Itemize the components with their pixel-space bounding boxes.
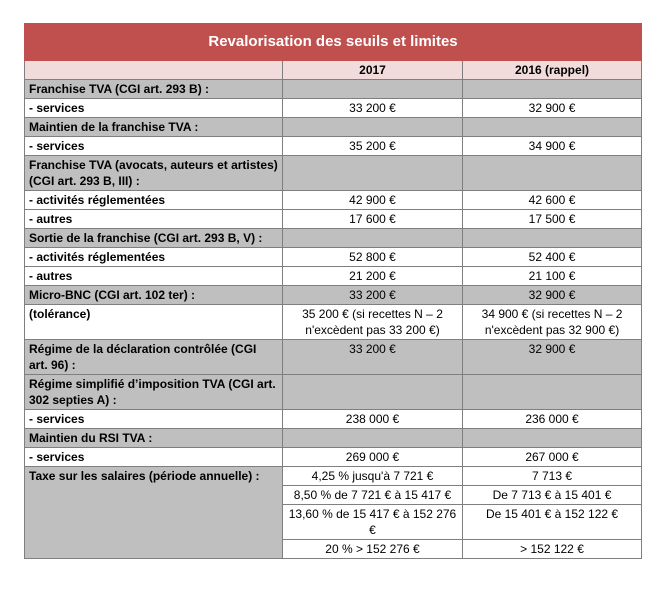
header-cell-label [25, 61, 283, 80]
value-2016: 52 400 € [463, 248, 642, 267]
salary-tax-bracket-2016: 7 713 € [463, 467, 642, 486]
row-label: Régime simplifié d’imposition TVA (CGI art. 302 septies A) : [25, 375, 283, 410]
salary-tax-bracket-2016: De 7 713 € à 15 401 € [463, 486, 642, 505]
value-2017 [283, 156, 463, 191]
value-2016: 42 600 € [463, 191, 642, 210]
table-body [25, 24, 642, 559]
value-2017 [283, 429, 463, 448]
row-label: Franchise TVA (CGI art. 293 B) : [25, 80, 283, 99]
table-row [25, 375, 642, 410]
row-label: - activités réglementées [25, 248, 283, 267]
table-row [25, 429, 642, 448]
row-label: Maintien du RSI TVA : [25, 429, 283, 448]
value-2016 [463, 375, 642, 410]
table-row [25, 340, 642, 375]
table-row [25, 99, 642, 118]
header-cell-2017: 2017 [283, 61, 463, 80]
salary-tax-bracket-2017: 4,25 % jusqu'à 7 721 € [283, 467, 463, 486]
value-2016 [463, 118, 642, 137]
salary-tax-bracket-2017: 8,50 % de 7 721 € à 15 417 € [283, 486, 463, 505]
title-row [25, 24, 642, 61]
row-label: Micro-BNC (CGI art. 102 ter) : [25, 286, 283, 305]
row-label: - autres [25, 267, 283, 286]
thresholds-table-container [24, 23, 641, 559]
table-row [25, 305, 642, 340]
salary-tax-label: Taxe sur les salaires (période annuelle) : [25, 467, 283, 559]
value-2016 [463, 429, 642, 448]
table-row [25, 137, 642, 156]
value-2017 [283, 375, 463, 410]
value-2016: 236 000 € [463, 410, 642, 429]
salary-tax-bracket-2016: > 152 122 € [463, 540, 642, 559]
value-2017: 21 200 € [283, 267, 463, 286]
value-2017: 33 200 € [283, 286, 463, 305]
value-2017: 42 900 € [283, 191, 463, 210]
value-2017: 33 200 € [283, 340, 463, 375]
table-row [25, 80, 642, 99]
value-2016: 34 900 € [463, 137, 642, 156]
value-2017: 17 600 € [283, 210, 463, 229]
value-2016 [463, 80, 642, 99]
table-row [25, 118, 642, 137]
value-2017 [283, 229, 463, 248]
value-2017 [283, 80, 463, 99]
row-label: - services [25, 99, 283, 118]
row-label: Régime de la déclaration contrôlée (CGI art. 96) : [25, 340, 283, 375]
row-label: - services [25, 410, 283, 429]
table-row [25, 410, 642, 429]
value-2016: 32 900 € [463, 99, 642, 118]
value-2017: 269 000 € [283, 448, 463, 467]
table-row [25, 191, 642, 210]
value-2017: 35 200 € (si recettes N – 2 n'excèdent pas 33 200 €) [283, 305, 463, 340]
table-row [25, 248, 642, 267]
table-row [25, 286, 642, 305]
value-2016 [463, 156, 642, 191]
salary-tax-row [25, 467, 642, 486]
value-2017: 33 200 € [283, 99, 463, 118]
header-cell-2016: 2016 (rappel) [463, 61, 642, 80]
row-label: (tolérance) [25, 305, 283, 340]
thresholds-table [24, 23, 642, 559]
header-row [25, 61, 642, 80]
value-2016: 21 100 € [463, 267, 642, 286]
row-label: Franchise TVA (avocats, auteurs et artistes) (CGI art. 293 B, III) : [25, 156, 283, 191]
table-row [25, 156, 642, 191]
row-label: - services [25, 137, 283, 156]
table-row [25, 448, 642, 467]
row-label: - services [25, 448, 283, 467]
value-2016: 34 900 € (si recettes N – 2 n'excèdent pas 32 900 €) [463, 305, 642, 340]
table-row [25, 229, 642, 248]
table-row [25, 210, 642, 229]
value-2017: 238 000 € [283, 410, 463, 429]
value-2016 [463, 229, 642, 248]
row-label: Sortie de la franchise (CGI art. 293 B, V) : [25, 229, 283, 248]
salary-tax-bracket-2016: De 15 401 € à 152 122 € [463, 505, 642, 540]
value-2017 [283, 118, 463, 137]
salary-tax-bracket-2017: 20 % > 152 276 € [283, 540, 463, 559]
row-label: - autres [25, 210, 283, 229]
row-label: Maintien de la franchise TVA : [25, 118, 283, 137]
value-2017: 52 800 € [283, 248, 463, 267]
value-2016: 17 500 € [463, 210, 642, 229]
value-2016: 267 000 € [463, 448, 642, 467]
value-2016: 32 900 € [463, 286, 642, 305]
value-2016: 32 900 € [463, 340, 642, 375]
salary-tax-bracket-2017: 13,60 % de 15 417 € à 152 276 € [283, 505, 463, 540]
table-title: Revalorisation des seuils et limites [25, 24, 642, 61]
table-row [25, 267, 642, 286]
value-2017: 35 200 € [283, 137, 463, 156]
row-label: - activités réglementées [25, 191, 283, 210]
